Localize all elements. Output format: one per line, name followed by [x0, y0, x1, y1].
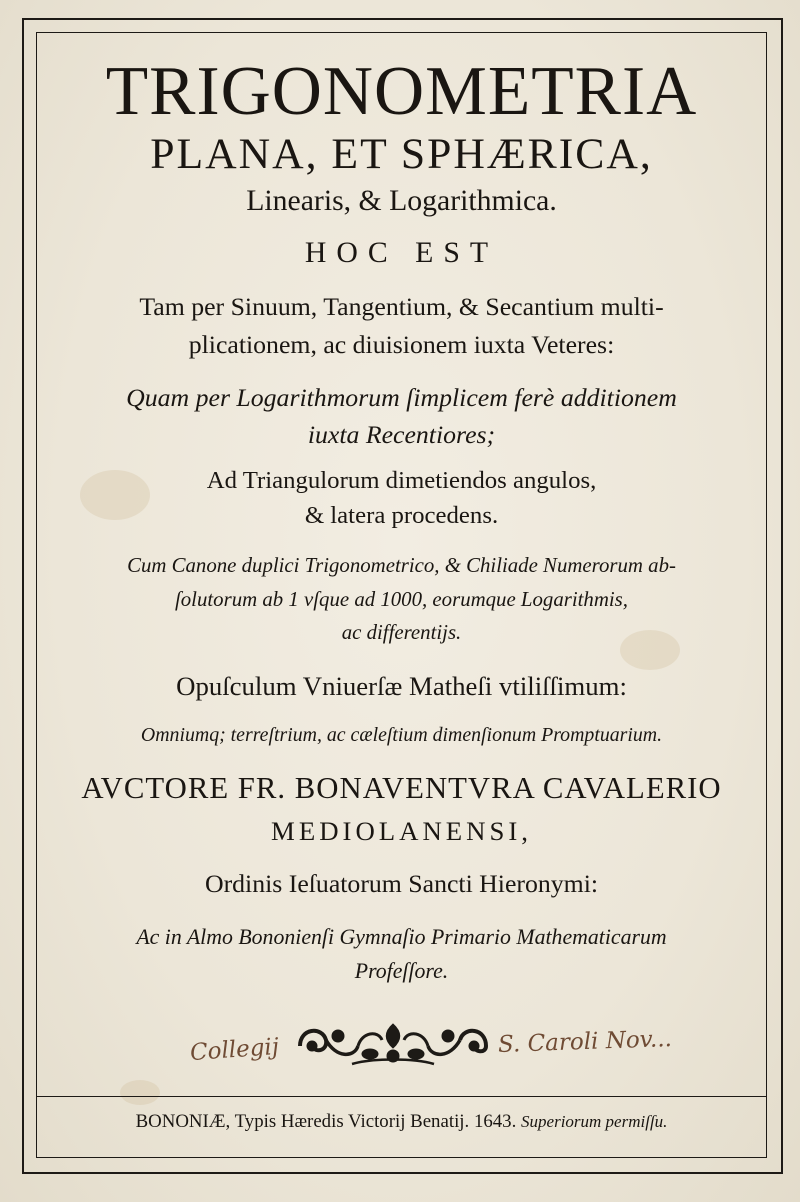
text-line-italic: Quam per Logarithmorum ſimplicem ferè additionem: [126, 383, 677, 412]
text-line-italic: ac differentijs.: [341, 620, 462, 644]
imprint-permission: Superiorum permiſſu.: [521, 1112, 668, 1131]
subtitle-linearis: Linearis, & Logarithmica.: [246, 184, 557, 217]
text-line: Opuſculum Vniuerſæ Matheſi vtiliſſimum:: [176, 671, 627, 701]
text-line: plicationem, ac diuisionem iuxta Veteres:: [188, 330, 615, 359]
handwritten-inscription-left: Collegij: [189, 1033, 280, 1067]
author-origin: MEDIOLANENSI,: [271, 816, 532, 846]
main-title: TRIGONOMETRIA: [105, 53, 698, 130]
imprint-rule: [36, 1096, 767, 1097]
author-name: AVCTORE FR. BONAVENTVRA CAVALERIO: [81, 771, 722, 805]
text-line-italic: Omniumq; terreſtrium, ac cæleſtium dimenſionum Promptuarium.: [140, 724, 663, 746]
text-line: & latera procedens.: [304, 502, 499, 529]
text-line: Tam per Sinuum, Tangentium, & Secantium multi-: [139, 292, 664, 321]
text-line-italic: ſolutorum ab 1 vſque ad 1000, eorumque Logarithmis,: [174, 587, 628, 611]
imprint-line: [36, 1107, 767, 1137]
author-position: Ac in Almo Bononienſi Gymnaſio Primario Mathematicarum: [136, 925, 667, 949]
subtitle-plana: PLANA, ET SPHÆRICA,: [150, 130, 653, 178]
hoc-est: HOC EST: [304, 236, 499, 269]
floral-ornament-icon: [292, 1018, 494, 1070]
author-order: Ordinis Ieſuatorum Sancti Hieronymi:: [204, 869, 599, 898]
author-position: Profeſſore.: [354, 959, 449, 983]
text-line-italic: iuxta Recentiores;: [307, 420, 496, 449]
imprint-place-date: BONONIÆ, Typis Hæredis Victorij Benatij. 1643.: [135, 1111, 517, 1132]
text-line-italic: Cum Canone duplici Trigonometrico, & Chiliade Numerorum ab-: [127, 553, 676, 577]
handwritten-inscription-right: S. Caroli Nov...: [497, 1025, 673, 1059]
text-line: Ad Triangulorum dimetiendos angulos,: [206, 467, 597, 494]
